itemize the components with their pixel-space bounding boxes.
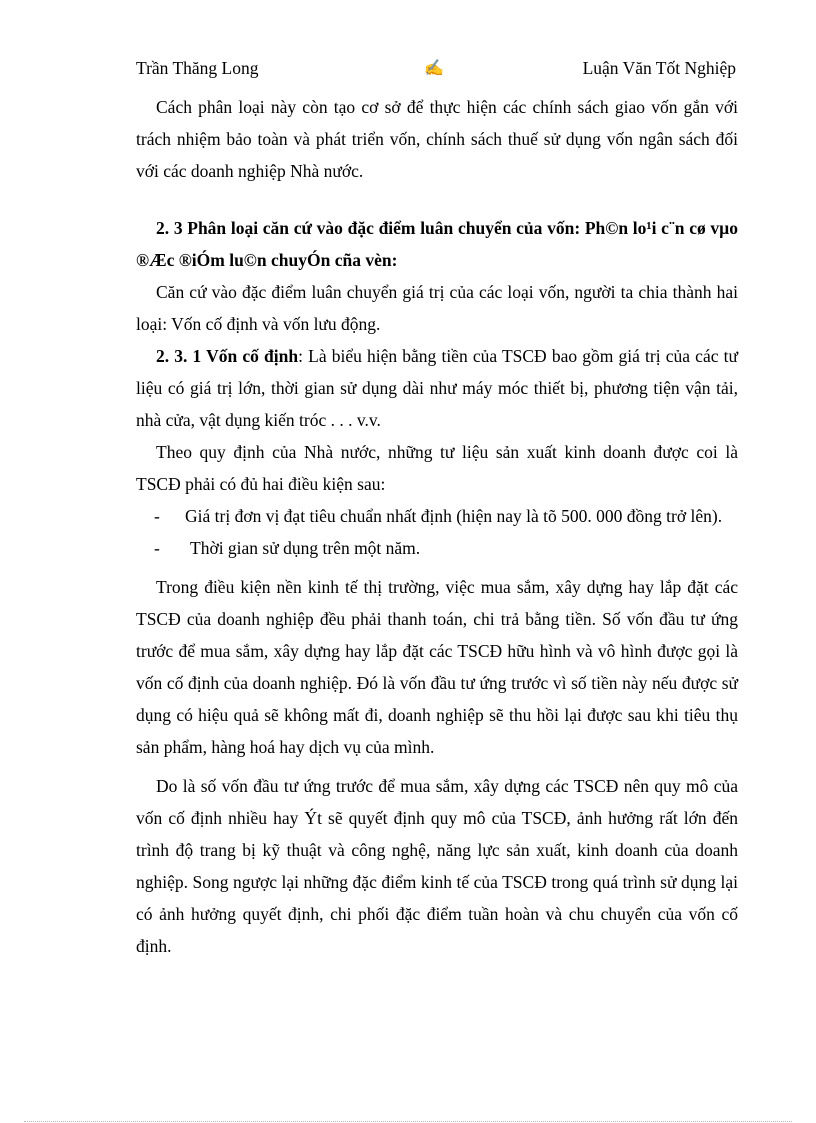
paragraph: Do là số vốn đầu tư ứng trước để mua sắm, xây dựng các TSCĐ nên quy mô của vốn cố định nhiều hay Ýt sẽ quyết định quy mô của TSCĐ, ảnh hưởng rất lớn đến trình độ trang bị kỹ thuật và công nghệ, năng lực sản xuất, kinh doanh của doanh nghiệp. Song ngược lại những đặc điểm kinh tế của TSCĐ trong quá trình sử dụng lại có ảnh hưởng quyết định, chi phối đặc điểm tuần hoàn và chu chuyển của vốn cố định. — [136, 776, 738, 956]
list-item — [136, 532, 738, 564]
paragraph: Căn cứ vào đặc điểm luân chuyển giá trị của các loại vốn, người ta chia thành hai loại: Vốn cố định và vốn lưu động. — [136, 282, 738, 334]
page-header — [136, 58, 736, 82]
document-body — [136, 91, 738, 962]
list-item-text: Thời gian sử dụng trên một năm. — [190, 538, 421, 558]
paragraph-text: : Là biểu hiện bằng tiền của TSCĐ bao gồm giá trị của các tư liệu có giá trị lớn, thời gian sử dụng dài như máy móc thiết bị, phương tiện vận tải, nhà cửa, vật dụng kiến tróc . . . v.v. — [136, 346, 738, 430]
section-heading: 2. 3 Phân loại căn cứ vào đặc điểm luân chuyển của vốn: Ph©n lo¹i c¨n cø vµo ®Æc ®iÓm lu©n chuyÓn cña vèn: — [136, 218, 738, 270]
list-item-text: Giá trị đơn vị đạt tiêu chuẩn nhất định (hiện nay là tõ 500. 000 đồng trở lên). — [185, 506, 723, 526]
bullet-marker: - — [154, 506, 160, 526]
paragraph — [136, 340, 738, 436]
pen-icon: ✍ — [424, 60, 444, 77]
bullet-marker: - — [154, 538, 160, 558]
list-item — [136, 500, 738, 532]
paragraph: Trong điều kiện nền kinh tế thị trường, việc mua sắm, xây dựng hay lắp đặt các TSCĐ của doanh nghiệp đều phải thanh toán, chi trả bằng tiền. Số vốn đầu tư ứng trước để mua sắm, xây dựng hay lắp đặt các TSCĐ hữu hình và vô hình được gọi là vốn cố định của doanh nghiệp. Đó là vốn đầu tư ứng trước vì số tiền này nếu được sử dụng có hiệu quả sẽ không mất đi, doanh nghiệp sẽ thu hồi lại được sau khi tiêu thụ sản phẩm, hàng hoá hay dịch vụ của mình. — [136, 577, 738, 757]
page-bottom-divider — [24, 1121, 792, 1122]
subsection-heading: 2. 3. 1 Vốn cố định — [156, 346, 299, 366]
header-author: Trần Thăng Long — [136, 58, 259, 78]
header-title: Luận Văn Tốt Nghiệp — [582, 58, 736, 78]
paragraph: Theo quy định của Nhà nước, những tư liệu sản xuất kinh doanh được coi là TSCĐ phải có đủ hai điều kiện sau: — [136, 442, 738, 494]
paragraph: Cách phân loại này còn tạo cơ sở để thực hiện các chính sách giao vốn gắn với trách nhiệm bảo toàn và phát triển vốn, chính sách thuế sử dụng vốn ngân sách đối với các doanh nghiệp Nhà nước. — [136, 97, 738, 181]
